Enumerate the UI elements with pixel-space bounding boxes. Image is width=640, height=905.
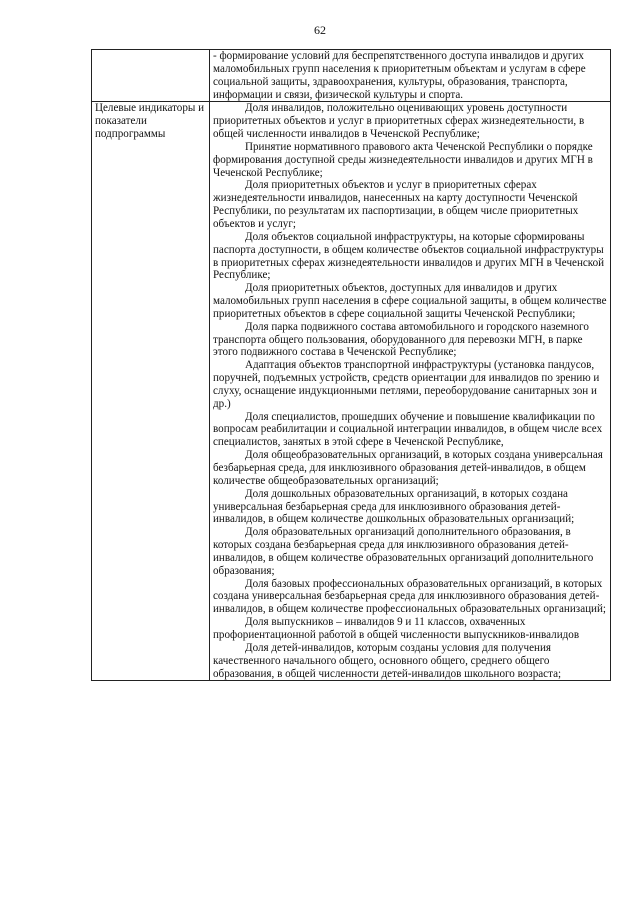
indicator-item: Доля дошкольных образовательных организаций, в которых создана универсальная безбарьерная среда для инклюзивного образования детей-инвалидов, в общем количестве дошкольных образовательных организаций; [213, 487, 575, 526]
continuation-text: - формирование условий для беспрепятственного доступа инвалидов и других маломобильных групп населения к приоритетным объектам и услугам в сфере социальной защиты, здравоохранения, культуры, образования, транспорта, информации и связи, физической культуры и спорта. [213, 50, 586, 101]
page-number: 62 [314, 23, 326, 37]
indicator-item: Доля базовых профессиональных образовательных организаций, в которых создана универсальная безбарьерная среда для инклюзивного образования детей-инвалидов, в общем количестве профессиональных образовательных организаций; [213, 577, 607, 616]
table-row-indicators [92, 102, 611, 681]
indicators-label-cell: Целевые индикаторы и показатели подпрограммы [92, 102, 210, 681]
indicator-item: Доля объектов социальной инфраструктуры, на которые сформированы паспорта доступности, в общем количестве объектов социальной инфраструктуры в приоритетных сферах жизнедеятельности инвалидов и других МГН в Чеченской Республике; [213, 230, 605, 282]
indicator-item: Доля общеобразовательных организаций, в которых создана универсальная безбарьерная среда, для инклюзивного образования детей-инвалидов, в общем количестве общеобразовательных организаций; [213, 449, 603, 487]
indicator-item: Адаптация объектов транспортной инфраструктуры (установка пандусов, поручней, подъемных устройств, средств ориентации для инвалидов по зрению и слуху, оснащение индукционными петлями, переоборудование санитарных зон и др.) [213, 359, 600, 410]
indicator-item: Доля приоритетных объектов, доступных для инвалидов и других маломобильных групп населения в сфере социальной защиты, в общем количестве приоритетных объектов в сфере социальной защиты Чеченской Республики; [213, 282, 607, 320]
subprogram-passport-table [91, 49, 611, 681]
indicator-item: Доля специалистов, прошедших обучение и повышение квалификации по вопросам реабилитации и социальной интеграции инвалидов, в общем числе всех специалистов, занятых в этой сфере в Чеченской Республике, [213, 410, 603, 449]
indicator-item: Доля выпускников – инвалидов 9 и 11 классов, охваченных профориентационной работой в общей численности выпускников-инвалидов [213, 616, 580, 641]
indicator-item: Доля детей-инвалидов, которым созданы условия для получения качественного начального общего, основного общего, среднего общего образования, в общей численности детей-инвалидов школьного возраста; [213, 641, 562, 680]
indicators-content-cell [210, 102, 611, 681]
indicator-item: Доля образовательных организаций дополнительного образования, в которых создана безбарьерная среда для инклюзивного образования детей-инвалидов, в общем количестве образовательных организаций дополнительного образования; [213, 526, 594, 577]
indicator-item: Принятие нормативного правового акта Чеченской Республики о порядке формирования доступной среды жизнедеятельности инвалидов и других МГН в Чеченской Республике; [213, 140, 593, 179]
continuation-content-cell [210, 50, 611, 102]
indicator-item: Доля приоритетных объектов и услуг в приоритетных сферах жизнедеятельности инвалидов, нанесенных на карту доступности Чеченской Республики, по результатам их паспортизации, в общем числе приоритетных объектов и услуг; [213, 179, 579, 230]
continuation-label-cell [92, 50, 210, 102]
table-row-continuation [92, 50, 611, 102]
indicator-item: Доля парка подвижного состава автомобильного и городского наземного транспорта общего пользования, оборудованного для перевозки МГН, в парке этого подвижного состава в Чеченской Республике; [213, 320, 589, 359]
indicator-item: Доля инвалидов, положительно оценивающих уровень доступности приоритетных объектов и услуг в приоритетных сферах жизнедеятельности, в общей численности инвалидов в Чеченской Республике; [213, 102, 585, 141]
